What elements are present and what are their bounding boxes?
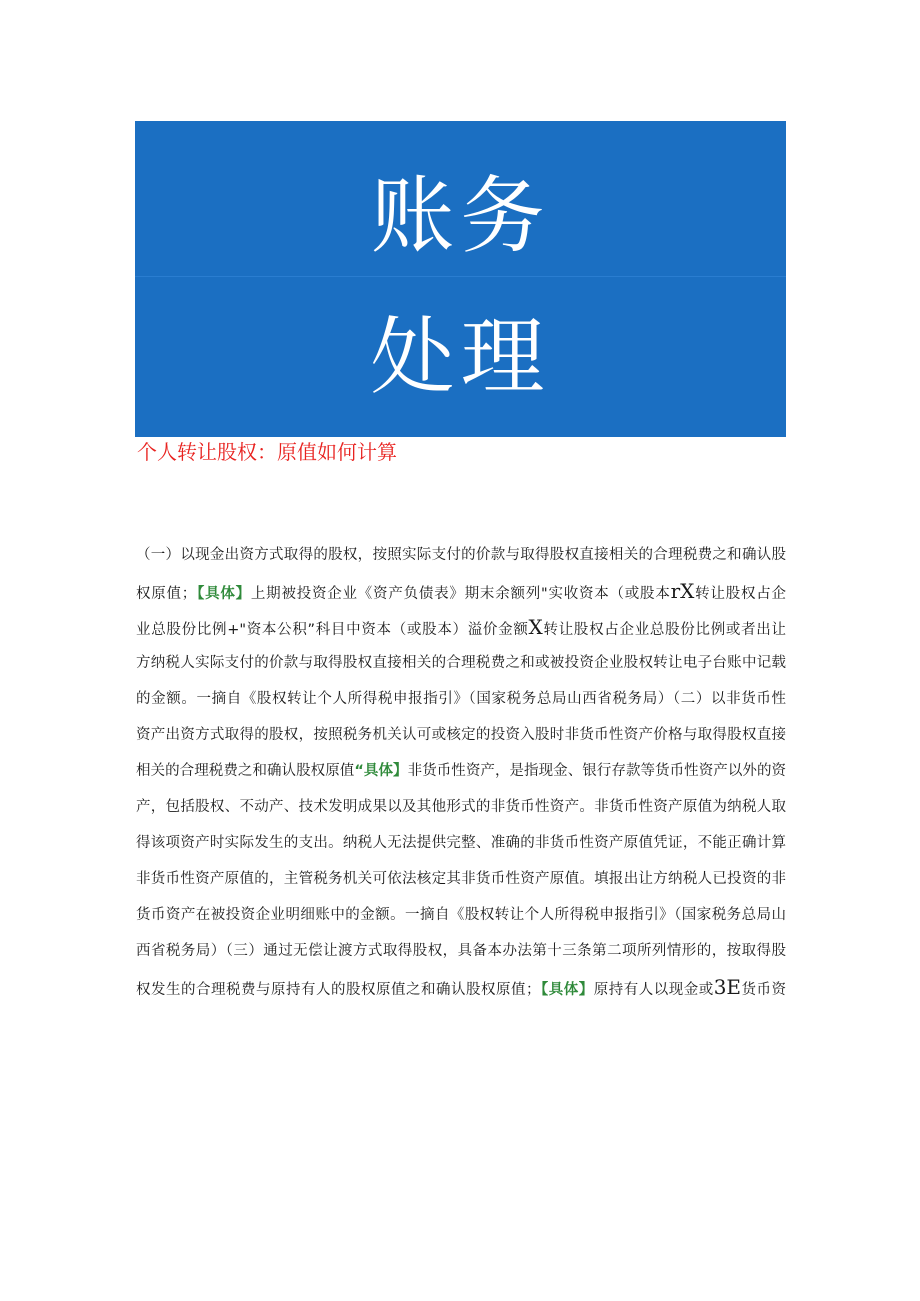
cover-title-line2: 处理 (370, 308, 551, 406)
tag-specific: “具体】 (354, 763, 408, 779)
cover-divider (135, 276, 786, 277)
cover-banner (135, 121, 786, 437)
body-line: 业总股份比例+"资本公积”科目中资本（或股本）溢价金额X转让股权占企业总股份比例或者出让 (136, 615, 786, 639)
tag-specific: 【具体】 (540, 982, 594, 998)
body-line: （一）以现金出资方式取得的股权，按照实际支付的价款与取得股权直接相关的合理税费之和确认股 (136, 547, 786, 563)
body-line: 货币资产在被投资企业明细账中的金额。一摘自《股权转让个人所得税申报指引》（国家税务总局山 (136, 907, 786, 923)
body-line: 方纳税人实际支付的价款与取得股权直接相关的合理税费之和或被投资企业股权转让电子台账中记载 (136, 655, 786, 671)
article-body (136, 537, 786, 1005)
body-line: 相关的合理税费之和确认股权原值“具体】非货币性资产，是指现金、银行存款等货币性资产以外的资 (136, 763, 787, 779)
cover-title-line1: 账务 (370, 167, 551, 265)
article-heading: 个人转让股权：原值如何计算 (137, 440, 397, 464)
body-line: 非货币性资产原值的，主管税务机关可依法核定其非货币性资产原值。填报出让方纳税人已投资的非 (136, 871, 786, 887)
tag-specific: 【具体】 (196, 586, 251, 602)
body-line: 的金额。一摘自《股权转让个人所得税申报指引》（国家税务总局山西省税务局）（二）以非货币性 (136, 691, 786, 707)
body-line: 产，包括股权、不动产、技术发明成果以及其他形式的非货币性资产。非货币性资产原值为纳税人取 (136, 799, 786, 815)
body-line: 资产出资方式取得的股权，按照税务机关认可或核定的投资入股时非货币性资产价格与取得股权直接 (136, 727, 786, 743)
body-line: 权发生的合理税费与原持有人的股权原值之和确认股权原值；【具体】原持有人以现金或3E货币资 (136, 975, 787, 999)
body-line: 权原值；【具体】上期被投资企业《资产负债表》期末余额列"实收资本（或股本rX转让股权占企 (136, 579, 787, 603)
body-line: 得该项资产时实际发生的支出。纳税人无法提供完整、准确的非货币性资产原值凭证，不能正确计算 (136, 835, 786, 851)
body-line: 西省税务局）（三）通过无偿让渡方式取得股权，具备本办法第十三条第二项所列情形的，按取得股 (136, 943, 786, 959)
